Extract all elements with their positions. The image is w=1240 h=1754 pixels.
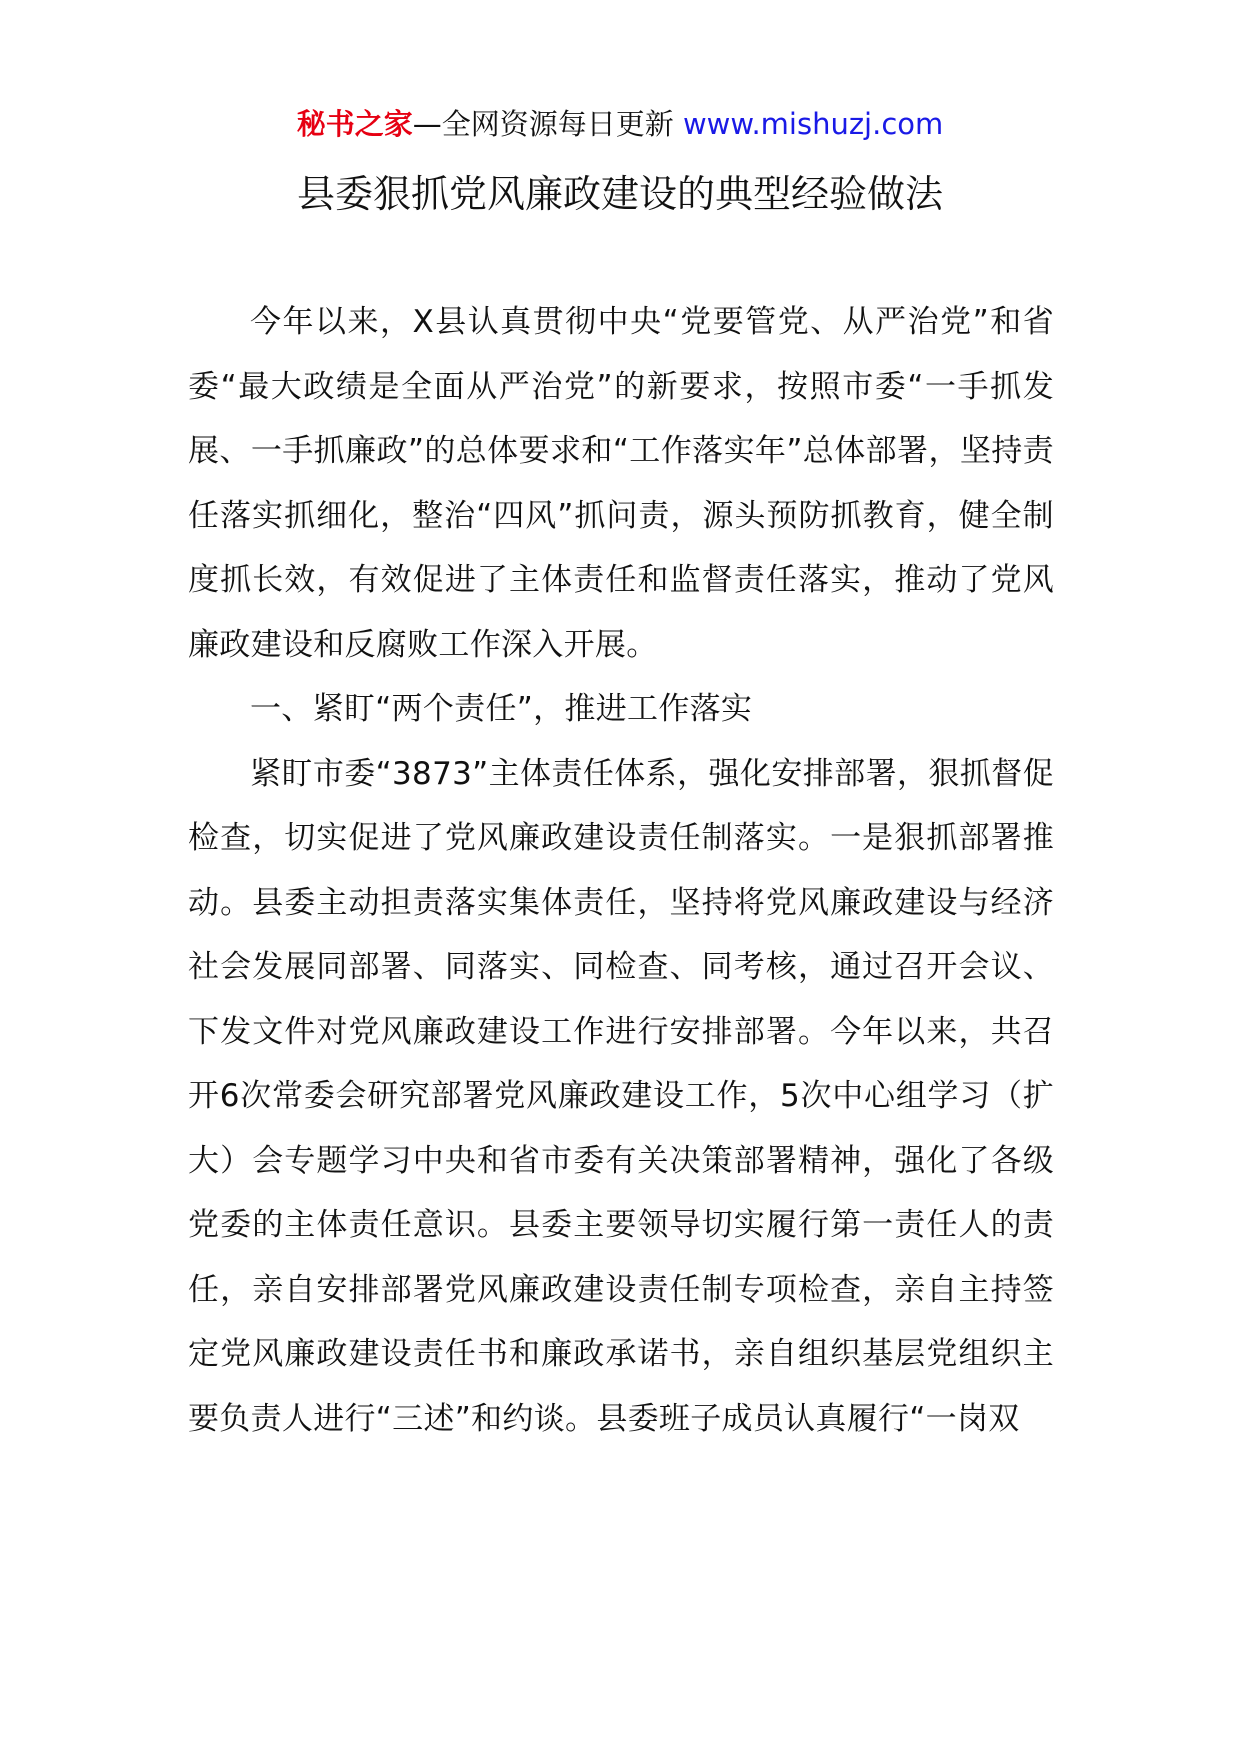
site-tagline: —全网资源每日更新 — [412, 107, 683, 141]
site-header — [0, 100, 1240, 148]
body-paragraph: 今年以来，X县认真贯彻中央“党要管党、从严治党”和省委“最大政绩是全面从严治党”的新要求，按照市委“一手抓发展、一手抓廉政”的总体要求和“工作落实年”总体部署，坚持责任落实抓细化，整治“四风”抓问责，源头预防抓教育，健全制度抓长效，有效促进了主体责任和监督责任落实，推动了党风廉政建设和反腐败工作深入开展。 — [188, 304, 1054, 663]
site-brand: 秘书之家 — [296, 107, 413, 141]
document-body — [188, 290, 1054, 1451]
document-title: 县委狠抓党风廉政建设的典型经验做法 — [296, 172, 943, 216]
site-url-link[interactable]: www.mishuzj.com — [682, 107, 944, 141]
section-heading: 一、紧盯“两个责任”，推进工作落实 — [250, 691, 753, 727]
body-paragraph: 紧盯市委“3873”主体责任体系，强化安排部署，狠抓督促检查，切实促进了党风廉政建设责任制落实。一是狠抓部署推动。县委主动担责落实集体责任，坚持将党风廉政建设与经济社会发展同部署、同落实、同检查、同考核，通过召开会议、下发文件对党风廉政建设工作进行安排部署。今年以来，共召开6次常委会研究部署党风廉政建设工作，5次中心组学习（扩大）会专题学习中央和省市委有关决策部署精神，强化了各级党委的主体责任意识。县委主要领导切实履行第一责任人的责任，亲自安排部署党风廉政建设责任制专项检查，亲自主持签定党风廉政建设责任书和廉政承诺书，亲自组织基层党组织主要负责人进行“三述”和约谈。县委班子成员认真履行“一岗双 — [188, 755, 1054, 1437]
